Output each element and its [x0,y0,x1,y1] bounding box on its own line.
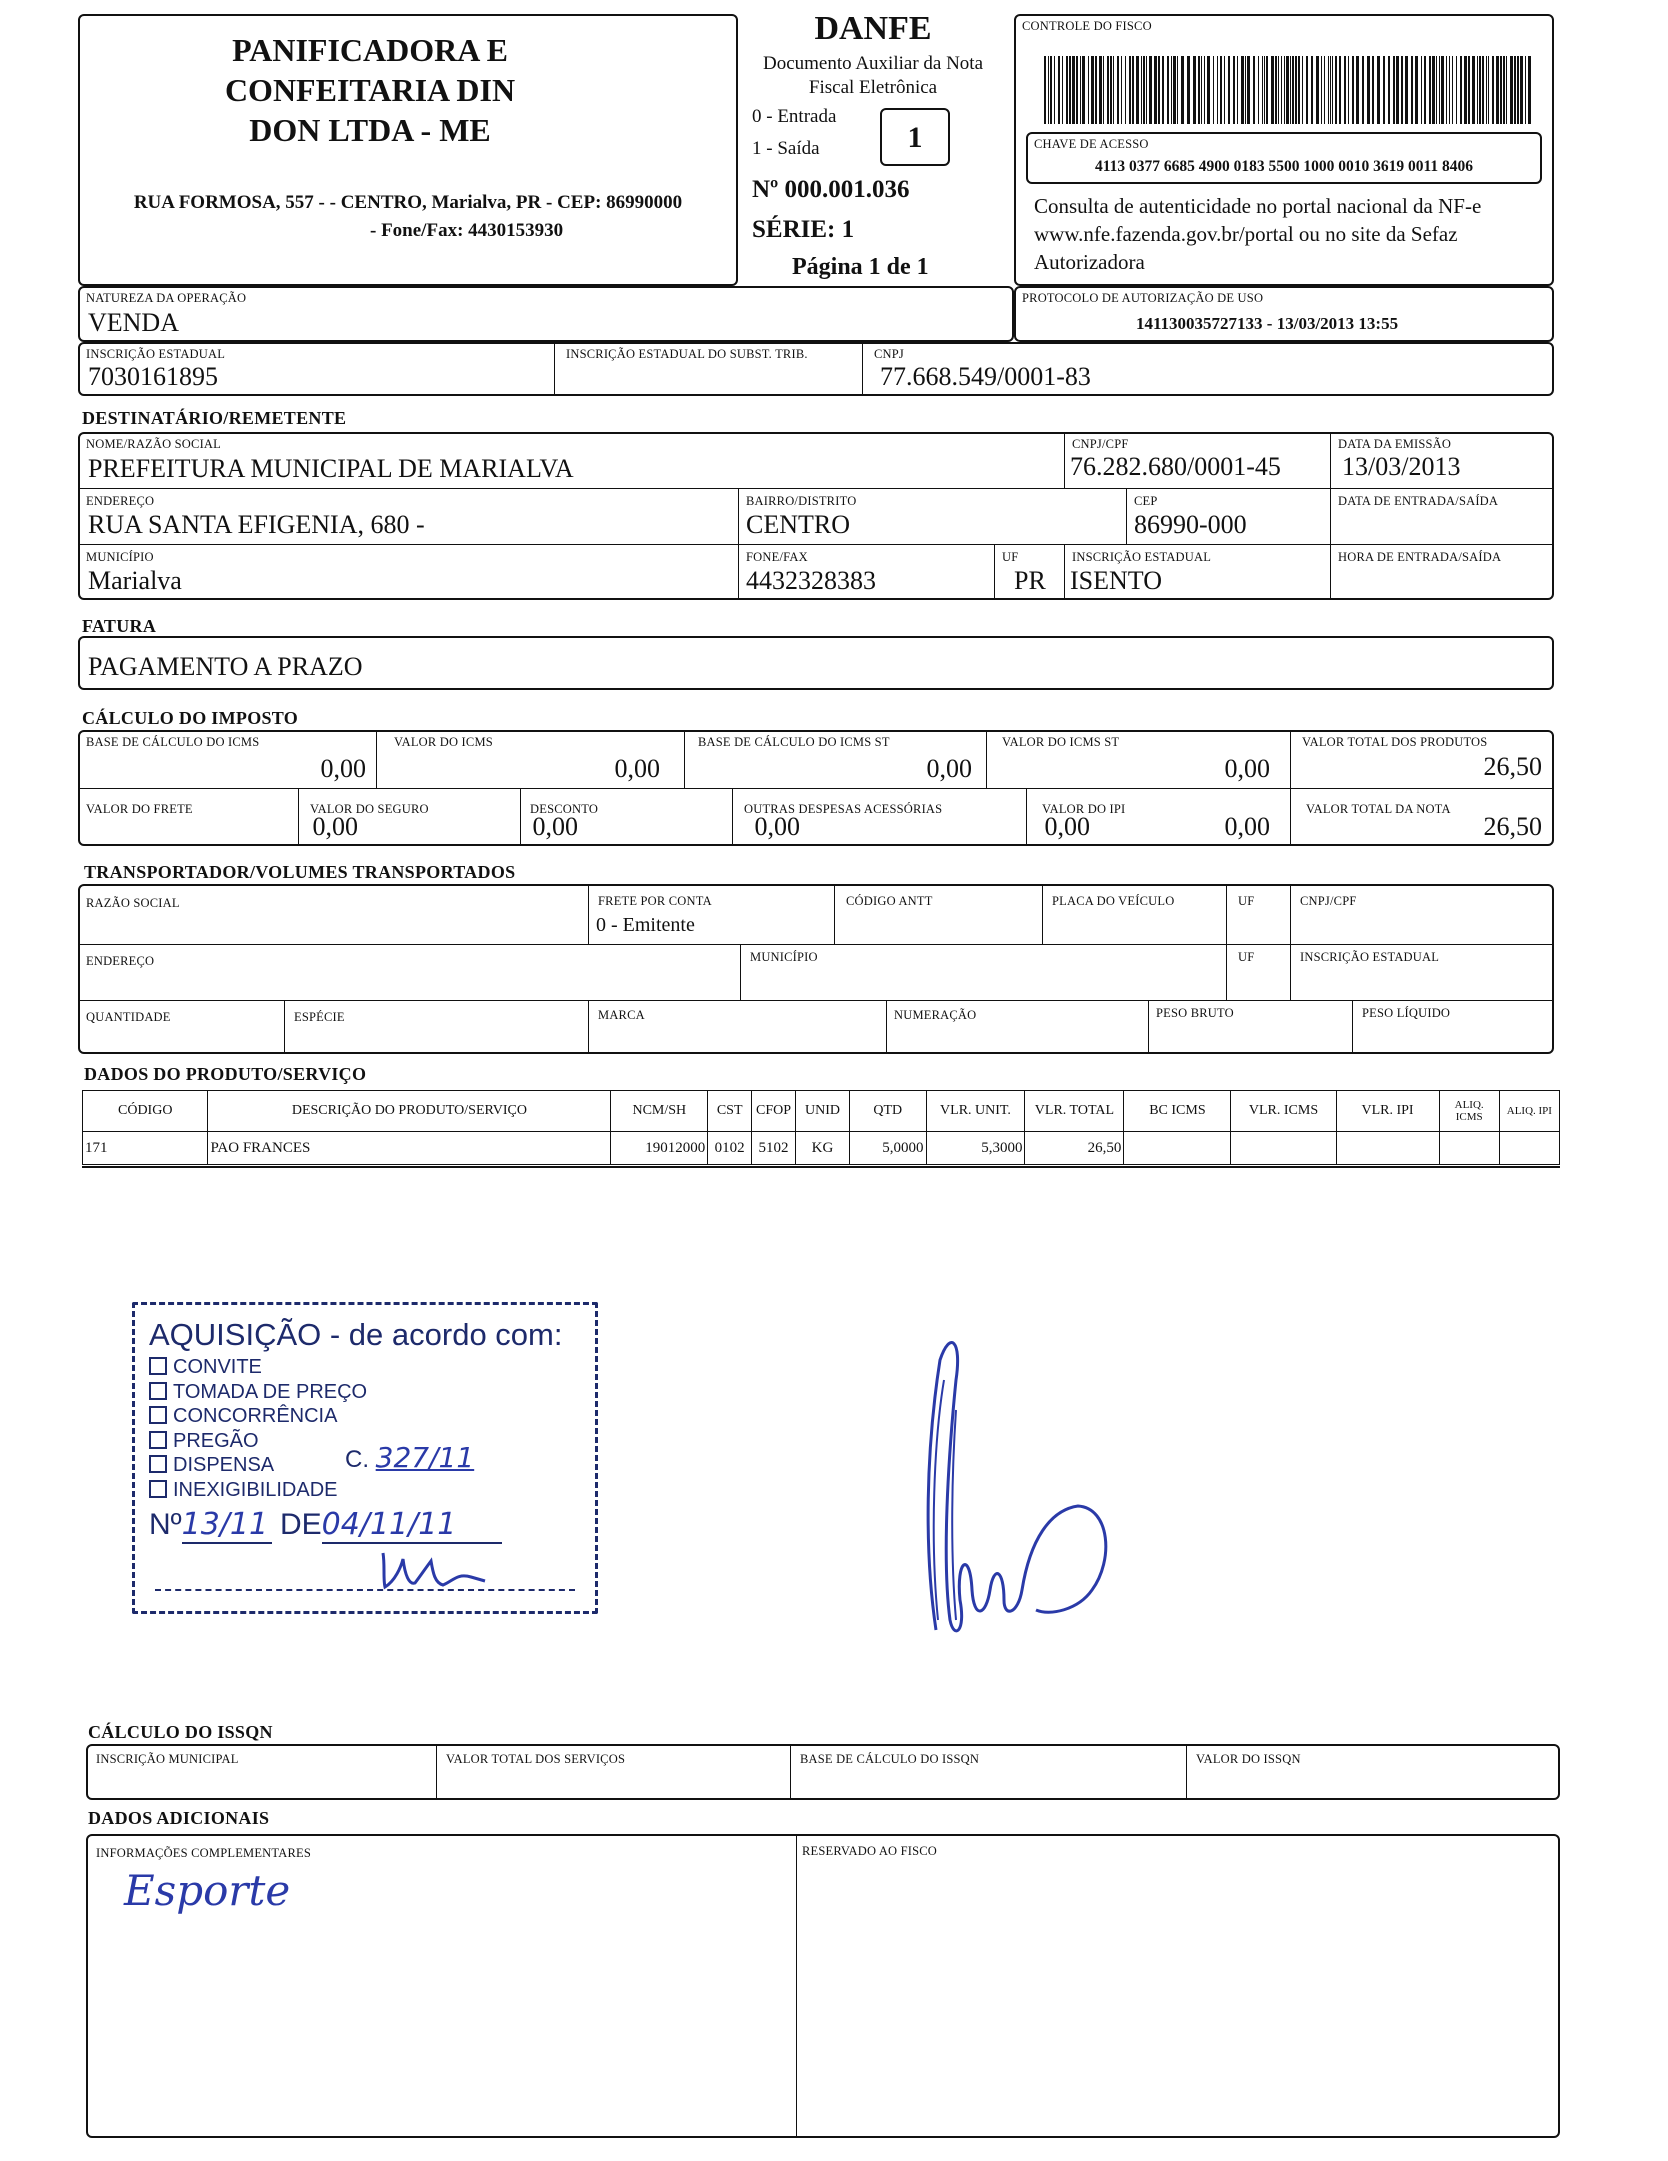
barcode-bar [1076,56,1078,124]
barcode-bar [1388,56,1390,124]
consulta-text: Consulta de autenticidade no portal nacional da NF-e www.nfe.fazenda.gov.br/portal ou no site da Sefaz Autorizadora [1034,194,1482,274]
barcode-bar [1091,56,1094,124]
danfe-serie: SÉRIE: 1 [752,216,855,243]
barcode-bar [1411,56,1413,124]
table-cell: 5,0000 [850,1132,927,1165]
checkbox-icon [149,1431,167,1449]
barcode-bar [1149,56,1152,124]
imposto-title: CÁLCULO DO IMPOSTO [82,708,299,728]
im-label: INSCRIÇÃO MUNICIPAL [96,1752,239,1766]
natureza-label: NATUREZA DA OPERAÇÃO [86,291,247,305]
seguro-value: 0,00 [532,812,578,841]
barcode-bar [1362,56,1364,124]
transp-cnpj-label: CNPJ/CPF [1300,894,1357,908]
razao-label: RAZÃO SOCIAL [86,896,180,910]
barcode-bar [1302,56,1303,124]
barcode-bar [1401,56,1403,124]
base-icms-label: BASE DE CÁLCULO DO ICMS [86,735,260,749]
barcode-bar [1044,56,1046,124]
barcode-bar [1449,56,1450,124]
barcode-bar [1421,56,1422,124]
barcode-bar [1356,56,1359,124]
endereco-label: ENDEREÇO [86,494,155,508]
protocolo-value: 141130035727133 - 13/03/2013 13:55 [1136,314,1399,333]
checkbox-icon [149,1382,167,1400]
barcode-bar [1143,56,1145,124]
barcode-bar [1193,56,1196,124]
barcode-bar [1113,56,1114,124]
barcode-bar [1479,56,1481,124]
barcode-bar [1292,56,1294,124]
destinatario-box [78,432,1554,600]
barcode-bar [1344,56,1346,124]
barcode-bar [1482,56,1484,124]
destinatario-title: DESTINATÁRIO/REMETENTE [82,408,347,428]
barcode-bar [1464,56,1467,124]
dest-cnpj-value: 76.282.680/0001-45 [1070,452,1281,481]
barcode-bar [1201,56,1202,124]
emissao-value: 13/03/2013 [1342,452,1461,481]
chave-value: 4113 0377 6685 4900 0183 5500 1000 0010 3619 0011 8406 [1094,158,1474,175]
transportador-title: TRANSPORTADOR/VOLUMES TRANSPORTADOS [84,862,516,882]
ie-row [78,342,1554,396]
barcode-bar [1173,56,1176,124]
header-cell: ALIQ. IPI [1499,1091,1559,1132]
barcode-bar [1290,56,1291,124]
barcode-bar [1332,56,1333,124]
fatura-title: FATURA [82,616,157,636]
desconto-label: DESCONTO [530,802,599,816]
barcode-bar [1167,56,1169,124]
barcode-bar [1054,56,1055,124]
table-cell [1439,1132,1499,1165]
entrada-label: DATA DE ENTRADA/SAÍDA [1338,494,1499,508]
produtos-title: DADOS DO PRODUTO/SERVIÇO [84,1064,367,1084]
barcode-bar [1335,56,1337,124]
bairro-value: CENTRO [746,510,850,539]
emitente-address: RUA FORMOSA, 557 - - CENTRO, Marialva, PR - CEP: 86990000 [133,192,683,213]
table-cell: PAO FRANCES [208,1132,611,1165]
table-cell: KG [795,1132,849,1165]
outras-label: OUTRAS DESPESAS ACESSÓRIAS [744,802,943,816]
table-cell [1499,1132,1559,1165]
barcode-bar [1275,56,1277,124]
header-cell: VLR. UNIT. [926,1091,1025,1132]
danfe-entrada: 0 - Entrada [752,106,837,127]
table-cell: 26,50 [1025,1132,1124,1165]
adicionais-box [86,1834,1560,2138]
barcode-bar [1048,56,1049,124]
emissao-label: DATA DA EMISSÃO [1338,437,1452,451]
table-bottom-rule [82,1166,1560,1168]
info-label: INFORMAÇÕES COMPLEMENTARES [96,1846,311,1860]
municipio-label: MUNICÍPIO [86,550,154,564]
barcode-bar [1237,56,1238,124]
barcode [1044,56,1534,124]
stamp-option: DISPENSA [149,1453,367,1478]
fone-label: FONE/FAX [746,550,808,564]
ie-label: INSCRIÇÃO ESTADUAL [86,347,226,361]
valor-icms-label: VALOR DO ICMS [394,735,493,749]
valor-issqn-label: VALOR DO ISSQN [1196,1752,1301,1766]
stamp-n-value: 13/11 [182,1507,272,1544]
barcode-bar [1271,56,1274,124]
protocolo-label: PROTOCOLO DE AUTORIZAÇÃO DE USO [1022,291,1264,305]
barcode-bar [1107,56,1109,124]
transp-endereco-label: ENDEREÇO [86,954,155,968]
danfe-numero: Nº 000.001.036 [752,176,910,203]
signature [900,1320,1130,1650]
reservado-fisco-label: RESERVADO AO FISCO [802,1844,938,1858]
checkbox-icon [149,1406,167,1424]
barcode-bar [1253,56,1255,124]
stamp-option: CONVITE [149,1355,367,1380]
table-row [83,1132,1560,1165]
danfe-pagina: Página 1 de 1 [792,254,929,280]
desconto-value: 0,00 [754,812,800,841]
table-cell: 5102 [752,1132,796,1165]
barcode-bar [1062,56,1063,124]
barcode-bar [1125,56,1126,124]
barcode-bar [1306,56,1308,124]
total-produtos-label: VALOR TOTAL DOS PRODUTOS [1302,735,1488,749]
stamp-options [149,1355,367,1502]
barcode-bar [1468,56,1470,124]
barcode-bar [1348,56,1349,124]
danfe-title: DANFE [814,10,932,47]
barcode-bar [1352,56,1354,124]
checkbox-icon [149,1357,167,1375]
ipi-value: 0,00 [1224,812,1270,841]
table-cell [1124,1132,1231,1165]
barcode-bar [1424,56,1426,124]
barcode-bar [1103,56,1104,124]
base-issqn-label: BASE DE CÁLCULO DO ISSQN [800,1752,980,1766]
cep-value: 86990-000 [1134,510,1247,539]
barcode-bar [1396,56,1399,124]
barcode-bar [1099,56,1102,124]
peso-liquido-label: PESO LÍQUIDO [1362,1006,1451,1020]
barcode-bar [1241,56,1244,124]
protocolo-box [1014,286,1554,342]
checkbox-icon [149,1455,167,1473]
cep-label: CEP [1134,494,1158,508]
barcode-bar [1492,56,1494,124]
natureza-box [78,286,1014,342]
barcode-bar [1217,56,1218,124]
barcode-bar [1095,56,1097,124]
barcode-bar [1477,56,1478,124]
issqn-title: CÁLCULO DO ISSQN [88,1722,273,1742]
barcode-bar [1110,56,1112,124]
header-cell: CÓDIGO [83,1091,208,1132]
barcode-bar [1328,56,1329,124]
outras-value: 0,00 [1044,812,1090,841]
dest-ie-value: ISENTO [1070,566,1162,595]
barcode-bar [1228,56,1230,124]
stamp-initials [375,1545,495,1595]
barcode-bar [1220,56,1222,124]
barcode-bar [1321,56,1322,124]
barcode-bar [1171,56,1172,124]
barcode-bar [1088,56,1089,124]
barcode-bar [1264,56,1265,124]
dest-cnpj-label: CNPJ/CPF [1072,437,1129,451]
barcode-bar [1162,56,1164,124]
chave-label: CHAVE DE ACESSO [1034,137,1149,151]
barcode-bar [1415,56,1418,124]
barcode-bar [1132,56,1134,124]
frete-value: 0,00 [312,812,358,841]
barcode-bar [1181,56,1184,124]
barcode-bar [1460,56,1462,124]
base-icms-value: 0,00 [320,754,366,783]
header-cell: CFOP [752,1091,796,1132]
barcode-bar [1517,56,1519,124]
barcode-bar [1278,56,1279,124]
barcode-bar [1266,56,1268,124]
imposto-box [78,730,1554,846]
barcode-bar [1298,56,1300,124]
produtos-table [82,1090,1560,1165]
info-handwritten: Esporte [124,1866,291,1915]
barcode-bar [1158,56,1160,124]
barcode-bar [1432,56,1435,124]
barcode-bar [1330,56,1331,124]
fatura-box [78,636,1554,690]
barcode-bar [1224,56,1225,124]
barcode-bar [1496,56,1499,124]
ipi-label: VALOR DO IPI [1042,802,1126,816]
emitente-box [78,14,738,286]
fatura-value: PAGAMENTO A PRAZO [88,652,363,681]
barcode-bar [1066,56,1068,124]
barcode-bar [1117,56,1119,124]
barcode-bar [1372,56,1374,124]
transportador-box [78,884,1554,1054]
danfe-box [740,10,1006,286]
barcode-bar [1446,56,1447,124]
transp-uf2-label: UF [1238,950,1255,964]
frete-conta-value: 0 - Emitente [596,914,695,936]
numeracao-label: NUMERAÇÃO [894,1008,977,1022]
header-cell: VLR. TOTAL [1025,1091,1124,1132]
barcode-bar [1311,56,1313,124]
stamp-de-value: 04/11/11 [322,1507,502,1544]
barcode-bar [1441,56,1444,124]
header-cell: QTD [850,1091,927,1132]
natureza-value: VENDA [88,308,179,337]
frete-label: VALOR DO FRETE [86,802,193,816]
barcode-bar [1247,56,1250,124]
stamp-option: INEXIGIBILIDADE [149,1478,367,1503]
barcode-bar [1286,56,1289,124]
header-cell: BC ICMS [1124,1091,1231,1132]
table-cell: 19012000 [611,1132,708,1165]
danfe-subtitle: Documento Auxiliar da Nota Fiscal Eletrônica [762,53,984,98]
chave-box [1026,132,1542,184]
stamp-c-value: 327/11 [375,1441,475,1474]
barcode-bar [1245,56,1246,124]
base-icms-st-label: BASE DE CÁLCULO DO ICMS ST [698,735,890,749]
stamp-option: CONCORRÊNCIA [149,1404,367,1429]
barcode-bar [1510,56,1513,124]
barcode-bar [1069,56,1071,124]
stamp-c: C. 327/11 [345,1441,475,1474]
barcode-bar [1506,56,1507,124]
barcode-bar [1198,56,1200,124]
servicos-label: VALOR TOTAL DOS SERVIÇOS [446,1752,626,1766]
header-cell: DESCRIÇÃO DO PRODUTO/SERVIÇO [208,1091,611,1132]
table-cell: 0102 [708,1132,752,1165]
barcode-bar [1377,56,1380,124]
barcode-bar [1316,56,1319,124]
barcode-bar [1500,56,1502,124]
barcode-bar [1514,56,1516,124]
barcode-bar [1233,56,1235,124]
dest-ie-label: INSCRIÇÃO ESTADUAL [1072,550,1212,564]
table-cell: 171 [83,1132,208,1165]
emitente-phone: - Fone/Fax: 4430153930 [370,220,564,241]
valor-icms-st-label: VALOR DO ICMS ST [1002,735,1120,749]
barcode-bar [1207,56,1210,124]
table-cell [1336,1132,1439,1165]
barcode-bar [1472,56,1475,124]
checkbox-icon [149,1480,167,1498]
barcode-bar [1405,56,1408,124]
barcode-bar [1452,56,1453,124]
barcode-bar [1082,56,1085,124]
peso-bruto-label: PESO BRUTO [1156,1006,1234,1020]
barcode-bar [1324,56,1325,124]
barcode-bar [1204,56,1205,124]
barcode-bar [1295,56,1297,124]
barcode-bar [1528,56,1531,124]
table-cell [1231,1132,1336,1165]
ie-value: 7030161895 [88,362,218,391]
barcode-bar [1520,56,1523,124]
danfe-saida: 1 - Saída [752,138,820,159]
barcode-bar [1177,56,1178,124]
endereco-value: RUA SANTA EFIGENIA, 680 - [88,510,425,539]
transp-ie-label: INSCRIÇÃO ESTADUAL [1300,950,1440,964]
seguro-label: VALOR DO SEGURO [310,802,429,816]
barcode-bar [1456,56,1457,124]
especie-label: ESPÉCIE [294,1010,345,1024]
ie-st-label: INSCRIÇÃO ESTADUAL DO SUBST. TRIB. [566,347,808,361]
stamp-title: AQUISIÇÃO - de acordo com: [149,1317,563,1352]
quantidade-label: QUANTIDADE [86,1010,171,1024]
uf-label: UF [1002,550,1019,564]
barcode-bar [1187,56,1190,124]
barcode-bar [1436,56,1437,124]
barcode-bar [1258,56,1259,124]
produtos-header [83,1091,1560,1132]
municipio-value: Marialva [88,566,182,595]
cnpj-label: CNPJ [874,347,904,361]
barcode-bar [1439,56,1440,124]
barcode-bar [1284,56,1285,124]
header-cell: UNID [795,1091,849,1132]
header-cell: ALIQ. ICMS [1439,1091,1499,1132]
barcode-bar [1121,56,1122,124]
barcode-bar [1136,56,1139,124]
stamp-option: PREGÃO [149,1429,367,1454]
barcode-bar [1429,56,1431,124]
stamp-bottom-line [155,1589,575,1591]
barcode-bar [1072,56,1075,124]
barcode-bar [1080,56,1081,124]
barcode-bar [1262,56,1263,124]
fone-value: 4432328383 [746,566,876,595]
stamp-n: Nº13/11 DE04/11/11 [149,1507,502,1544]
danfe-tipo: 1 [880,108,950,166]
barcode-bar [1339,56,1341,124]
barcode-bar [1050,56,1052,124]
cnpj-value: 77.668.549/0001-83 [880,362,1091,391]
total-produtos-value: 26,50 [1483,752,1542,781]
nome-label: NOME/RAZÃO SOCIAL [86,437,221,451]
barcode-bar [1154,56,1157,124]
barcode-bar [1281,56,1282,124]
header-cell: VLR. ICMS [1231,1091,1336,1132]
barcode-bar [1141,56,1142,124]
aquisicao-stamp [132,1302,598,1614]
barcode-bar [1129,56,1131,124]
barcode-bar [1393,56,1395,124]
transp-municipio-label: MUNICÍPIO [750,950,818,964]
barcode-bar [1367,56,1370,124]
barcode-bar [1503,56,1505,124]
stamp-option: TOMADA DE PREÇO [149,1380,367,1405]
header-cell: NCM/SH [611,1091,708,1132]
header-cell: VLR. IPI [1336,1091,1439,1132]
placa-label: PLACA DO VEÍCULO [1052,894,1175,908]
adicionais-title: DADOS ADICIONAIS [88,1808,270,1828]
table-cell: 5,3000 [926,1132,1025,1165]
valor-icms-st-value: 0,00 [1224,754,1270,783]
transp-uf-label: UF [1238,894,1255,908]
barcode-bar [1058,56,1060,124]
barcode-bar [1383,56,1385,124]
uf-value: PR [1014,566,1046,595]
barcode-bar [1486,56,1487,124]
total-nota-value: 26,50 [1483,812,1542,841]
nome-value: PREFEITURA MUNICIPAL DE MARIALVA [88,454,574,483]
fisco-box [1014,14,1554,286]
issqn-box [86,1744,1560,1800]
frete-conta-label: FRETE POR CONTA [598,894,712,908]
hora-label: HORA DE ENTRADA/SAÍDA [1338,550,1502,564]
marca-label: MARCA [598,1008,645,1022]
emitente-name: PANIFICADORA E CONFEITARIA DIN DON LTDA - ME [224,32,516,148]
antt-label: CÓDIGO ANTT [846,894,933,908]
bairro-label: BAIRRO/DISTRITO [746,494,857,508]
barcode-bar [1525,56,1526,124]
barcode-bar [1488,56,1489,124]
barcode-bar [1146,56,1147,124]
barcode-bar [1213,56,1214,124]
controle-fisco-label: CONTROLE DO FISCO [1022,19,1152,33]
header-cell: CST [708,1091,752,1132]
total-nota-label: VALOR TOTAL DA NOTA [1306,802,1451,816]
valor-icms-value: 0,00 [614,754,660,783]
base-icms-st-value: 0,00 [926,754,972,783]
